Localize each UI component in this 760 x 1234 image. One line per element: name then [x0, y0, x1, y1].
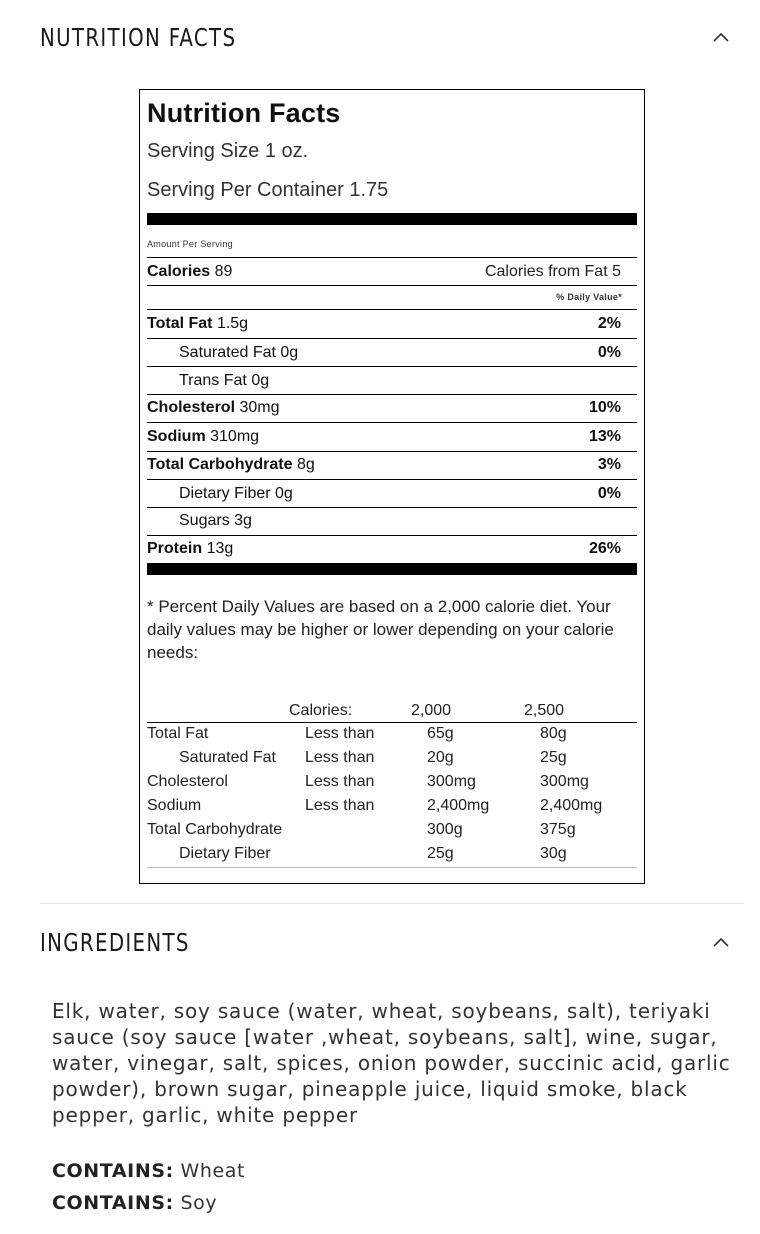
chevron-up-icon[interactable] — [698, 922, 744, 962]
nutrient-row-total-fat — [147, 310, 637, 338]
dv-qualifier: Less than — [305, 773, 375, 790]
dv-name: Cholesterol — [147, 773, 228, 790]
nutrient-pct: 2% — [597, 315, 621, 332]
ingredients-header[interactable] — [40, 922, 744, 962]
dv-value-2500: 30g — [540, 845, 567, 862]
dv-name: Sodium — [147, 797, 202, 814]
nutrient-row-saturated-fat — [147, 339, 637, 367]
nutrient-row-total-carbohydrate — [147, 451, 637, 479]
dv-header-calories: Calories: — [289, 702, 353, 719]
calories-label: Calories — [147, 263, 211, 280]
calories-value: 89 — [214, 263, 233, 280]
daily-value-header: % Daily Value* — [556, 292, 622, 302]
dv-value-2000: 65g — [427, 725, 454, 742]
nutrient-amount: 13g — [206, 540, 234, 557]
nutrition-facts-title: NUTRITION FACTS — [40, 22, 237, 52]
dv-value-2000: 25g — [427, 845, 454, 862]
dv-value-2500: 80g — [540, 725, 567, 742]
contains-label: CONTAINS: — [52, 1192, 174, 1214]
dv-qualifier: Less than — [305, 725, 375, 742]
rule — [147, 285, 637, 286]
contains-label: CONTAINS: — [52, 1160, 174, 1182]
calories-row — [147, 258, 637, 286]
nutrient-name: Dietary Fiber 0g — [179, 485, 293, 502]
nutrient-row-protein — [147, 535, 637, 563]
servings-per-container: Serving Per Container 1.75 — [147, 179, 389, 201]
section-divider — [40, 903, 744, 904]
dv-value-2000: 300mg — [427, 773, 476, 790]
nutrient-row-cholesterol — [147, 394, 637, 422]
nutrient-pct: 3% — [597, 456, 621, 473]
table-row — [147, 771, 637, 795]
nutrient-row-sodium — [147, 423, 637, 451]
nutrient-amount: 310mg — [210, 428, 260, 445]
daily-value-table — [147, 700, 637, 868]
nutrient-row-sugars — [147, 507, 637, 535]
nutrition-facts-header[interactable] — [40, 17, 744, 57]
contains-value: Soy — [180, 1192, 218, 1214]
nutrient-name: Trans Fat 0g — [179, 372, 270, 389]
thick-rule — [147, 563, 637, 575]
dv-value-2500: 25g — [540, 749, 567, 766]
dv-value-2500: 2,400mg — [540, 797, 603, 814]
chevron-up-icon[interactable] — [698, 17, 744, 57]
table-row — [147, 747, 637, 771]
dv-header-2000: 2,000 — [411, 702, 452, 719]
nutrient-row-trans-fat — [147, 367, 637, 395]
nutrient-name: Saturated Fat 0g — [179, 344, 299, 361]
amount-per-serving: Amount Per Serving — [147, 239, 233, 249]
dv-qualifier: Less than — [305, 749, 375, 766]
nutrient-pct: 10% — [588, 399, 621, 416]
dv-value-2000: 20g — [427, 749, 454, 766]
table-row — [147, 795, 637, 819]
nutrient-amount: 8g — [296, 456, 315, 473]
nutrition-label — [139, 89, 645, 884]
thick-rule — [147, 213, 637, 225]
dv-value-2500: 300mg — [540, 773, 589, 790]
nutrient-name: Cholesterol — [147, 399, 236, 416]
daily-value-footnote: * Percent Daily Values are based on a 2,000 calorie diet. Your daily values may be higher or lower depending on your calorie needs: — [147, 597, 614, 662]
dv-value-2500: 375g — [540, 821, 576, 838]
label-title: Nutrition Facts — [147, 98, 341, 128]
ingredients-title: INGREDIENTS — [40, 927, 190, 957]
nutrient-row-dietary-fiber — [147, 480, 637, 508]
table-row — [147, 819, 637, 843]
nutrient-pct: 13% — [588, 428, 621, 445]
dv-table-header — [147, 700, 637, 722]
ingredients-text: Elk, water, soy sauce (water, wheat, soybeans, salt), teriyaki sauce (soy sauce [water ,wheat, soybeans, salt], wine, sugar, water, vinegar, salt, spices, onion powder, succinic acid, garlic powder), brown sugar, pineapple juice, liquid smoke, black pepper, garlic, white pepper — [52, 999, 731, 1127]
dv-header-2500: 2,500 — [524, 702, 565, 719]
calories-from-fat: Calories from Fat 5 — [484, 263, 621, 280]
dv-name: Dietary Fiber — [179, 845, 271, 862]
contains-line-wheat — [52, 1160, 245, 1182]
dv-name: Total Carbohydrate — [147, 821, 283, 838]
dv-value-2000: 300g — [427, 821, 463, 838]
contains-line-soy — [52, 1192, 217, 1214]
nutrient-name: Protein — [147, 540, 203, 557]
contains-value: Wheat — [180, 1160, 246, 1182]
rule — [147, 867, 637, 868]
table-row — [147, 843, 637, 867]
dv-value-2000: 2,400mg — [427, 797, 490, 814]
table-row — [147, 723, 637, 747]
dv-name: Total Fat — [147, 725, 209, 742]
nutrient-name: Sugars 3g — [179, 512, 252, 529]
serving-size: Serving Size 1 oz. — [147, 140, 309, 162]
nutrient-name: Sodium — [147, 428, 206, 445]
nutrient-name: Total Fat — [147, 315, 213, 332]
nutrient-amount: 1.5g — [216, 315, 249, 332]
nutrient-pct: 0% — [597, 344, 621, 361]
nutrient-name: Total Carbohydrate — [147, 456, 293, 473]
dv-qualifier: Less than — [305, 797, 375, 814]
nutrient-pct: 26% — [588, 540, 621, 557]
nutrient-pct: 0% — [597, 485, 621, 502]
nutrient-amount: 30mg — [239, 399, 280, 416]
dv-name: Saturated Fat — [179, 749, 276, 766]
